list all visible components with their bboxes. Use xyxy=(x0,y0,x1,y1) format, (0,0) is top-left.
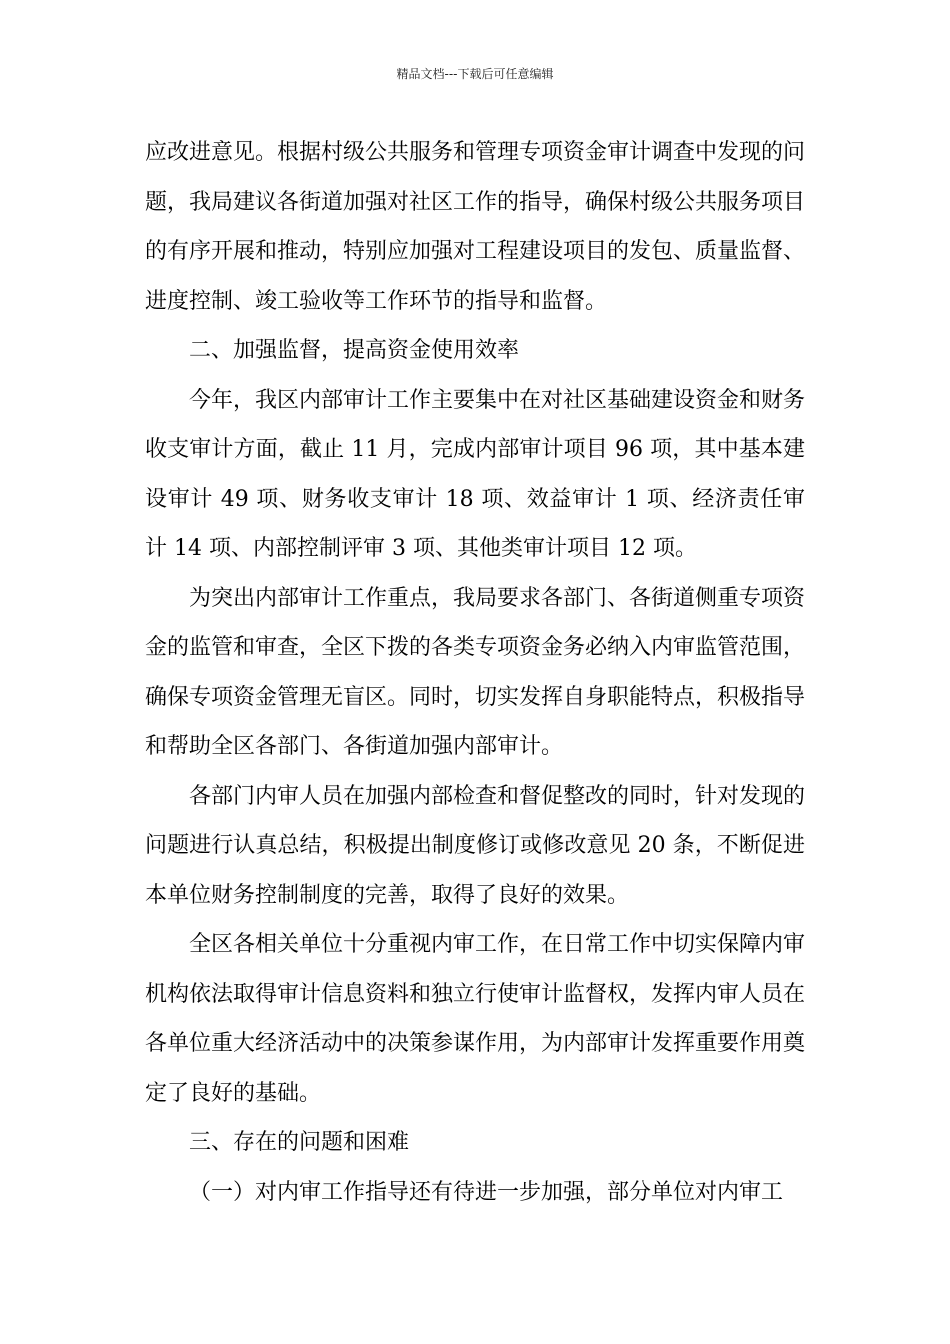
paragraph-unit-support: 全区各相关单位十分重视内审工作，在日常工作中切实保障内审机构依法取得审计信息资料和独立行使审计监督权，发挥内审人员在各单位重大经济活动中的决策参谋作用，为内部审计发挥重要作用奠定了良好的基础。 xyxy=(145,932,806,1106)
paragraph-audit-focus: 为突出内部审计工作重点，我局要求各部门、各街道侧重专项资金的监管和审查，全区下拨的各类专项资金务必纳入内审监管范围，确保专项资金管理无盲区。同时，切实发挥自身职能特点，积极指导和帮助全区各部门、各街道加强内部审计。 xyxy=(145,585,806,759)
section-heading-2: 二、加强监督，提高资金使用效率 xyxy=(189,338,520,363)
page-header: 精品文档---下载后可任意编辑 xyxy=(396,67,554,81)
paragraph-audit-summary: 今年，我区内部审计工作主要集中在对社区基础建设资金和财务收支审计方面，截止 11 月，完成内部审计项目 96 项，其中基本建设审计 49 项、财务收支审计 18 项、效益审计 1 项、经济责任审计 14 项、内部控制评审 3 项、其他类审计项目 12 项。 xyxy=(145,387,806,561)
paragraph-continuation: 应改进意见。根据村级公共服务和管理专项资金审计调查中发现的问题，我局建议各街道加强对社区工作的指导，确保村级公共服务项目的有序开展和推动，特别应加强对工程建设项目的发包、质量监督、进度控制、竣工验收等工作环节的指导和监督。 xyxy=(145,140,806,314)
section-heading-3: 三、存在的问题和困难 xyxy=(189,1130,410,1155)
document-body xyxy=(145,128,805,1217)
paragraph-internal-audit-staff: 各部门内审人员在加强内部检查和督促整改的同时，针对发现的问题进行认真总结，积极提出制度修订或修改意见 20 条，不断促进本单位财务控制制度的完善，取得了良好的效果。 xyxy=(145,783,806,908)
paragraph-subsection-1: （一）对内审工作指导还有待进一步加强，部分单位对内审工 xyxy=(189,1179,784,1205)
